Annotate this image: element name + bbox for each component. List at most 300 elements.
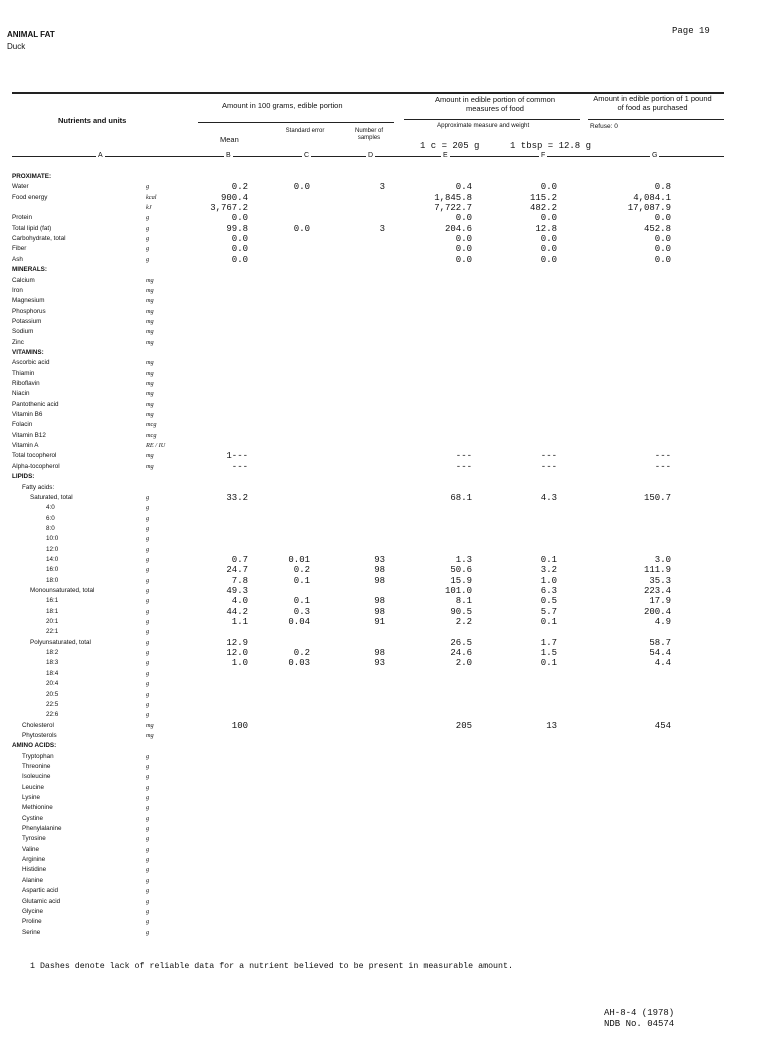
unit-label: g [146,535,150,543]
tbsp-value: --- [540,461,557,472]
nutrient-label: Saturated, total [30,493,73,501]
header-common: Amount in edible portion of common measures of food [434,95,556,113]
unit-label: mg [146,317,154,325]
nutrient-label: Histidine [22,866,47,874]
nutrient-label: Glutamic acid [22,897,61,905]
unit-label: g [146,214,150,222]
mean-value: 0.7 [231,554,248,565]
tbsp-value: 3.2 [540,565,557,576]
unit-label: g [146,514,150,522]
page-title: ANIMAL FAT [7,30,55,39]
table-row [0,669,759,679]
mean-value: 0.0 [231,254,248,265]
pound-value: 4.4 [654,658,671,669]
col-letter-g: G [652,152,658,159]
pound-rule [588,119,724,120]
unit-label: mg [146,400,154,408]
measure-value: 8.1 [455,596,472,607]
table-row [0,431,759,441]
nutrient-label: Leucine [22,783,45,791]
measure-value: 101.0 [444,586,472,596]
stderr-value: 0.0 [293,223,310,234]
unit-label: g [146,576,150,584]
nutrient-label: Arginine [22,856,46,864]
pound-value: 111.9 [643,565,671,576]
table-row [0,648,759,658]
common-rule [404,119,580,120]
table-row [0,907,759,917]
table-row [0,358,759,368]
pound-value: 4,084.1 [633,192,671,203]
nutrient-label: MINERALS: [12,266,47,274]
nutrient-label: 18:4 [46,669,59,677]
table-row [0,286,759,296]
header-amount100: Amount in 100 grams, edible portion [222,101,343,110]
header-pound: Amount in edible portion of 1 pound of food as purchased [593,94,712,112]
measure-value: 205 [455,720,472,731]
unit-label: mg [146,731,154,739]
nutrient-label: 20:5 [46,690,59,698]
mean-value: 0.0 [231,213,248,224]
nutrient-label: 20:4 [46,680,59,688]
unit-label: g [146,555,150,563]
tbsp-value: 5.7 [540,606,557,617]
nutrient-label: Total lipid (fat) [12,224,52,232]
table-row [0,400,759,410]
table-row [0,338,759,348]
pound-value: 454 [654,720,671,731]
unit-label: g [146,628,150,636]
table-row [0,255,759,265]
mean-value: 49.3 [226,586,248,596]
tbsp-value: 1.5 [540,648,557,659]
unit-label: g [146,804,150,812]
unit-label: mg [146,338,154,346]
nutrient-label: Vitamin B12 [12,431,46,439]
header-measure-cup: 1 c = 205 g [420,141,480,151]
table-row [0,762,759,772]
nutrient-label: Threonine [22,762,51,770]
nutrient-label: Aspartic acid [22,887,59,895]
stderr-value: 0.2 [293,565,310,576]
stderr-value: 0.0 [293,182,310,193]
table-row [0,617,759,627]
table-row [0,855,759,865]
nutrient-label: 6:0 [46,514,55,522]
tbsp-value: 0.0 [540,213,557,224]
mean-value: 1.1 [231,617,248,628]
nutrient-label: Phytosterols [22,731,57,739]
col-letter-b: B [226,152,231,159]
unit-label: mg [146,721,154,729]
nutrient-label: Tyrosine [22,835,46,843]
tbsp-value: 0.5 [540,596,557,607]
stderr-value: 0.2 [293,648,310,659]
col-letter-d: D [368,152,374,159]
unit-label: g [146,649,150,657]
nutrient-label: Thiamin [12,369,35,377]
header-refuse: Refuse: 0 [590,123,618,130]
unit-label: g [146,752,150,760]
measure-value: 0.4 [455,182,472,193]
unit-label: g [146,918,150,926]
stderr-value: 0.01 [288,554,310,565]
mean-value: 99.8 [226,223,248,234]
samples-value: 98 [374,565,385,576]
stderr-value: 0.3 [293,606,310,617]
table-row [0,897,759,907]
section-header-row [0,348,759,358]
nutrient-label: Total tocopherol [12,452,57,460]
unit-label: mcg [146,431,157,439]
tbsp-value: 4.3 [540,492,557,503]
nutrient-label: Serine [22,928,41,936]
nutrient-label: Pantothenic acid [12,400,59,408]
table-row [0,420,759,430]
table-row [0,327,759,337]
table-row [0,555,759,565]
table-row [0,917,759,927]
table-row [0,224,759,234]
mean-value: 4.0 [231,596,248,607]
tbsp-value: 6.3 [540,586,557,596]
unit-label: mg [146,286,154,294]
footnote: 1 Dashes denote lack of reliable data for a nutrient believed to be present in measurable amount. [30,962,513,971]
table-row [0,193,759,203]
table-row [0,845,759,855]
nutrient-label: Magnesium [12,297,45,305]
unit-label: g [146,587,150,594]
table-row [0,793,759,803]
samples-value: 98 [374,606,385,617]
measure-value: 0.0 [455,213,472,224]
nutrient-label: Iron [12,286,23,294]
mean-value: 12.9 [226,637,248,648]
samples-value: 93 [374,658,385,669]
table-row [0,658,759,668]
pound-value: --- [654,451,671,462]
nutrient-label: Food energy [12,193,48,201]
header-stderr: Standard error [285,128,325,134]
pound-value: 0.0 [654,254,671,265]
tbsp-value: --- [540,451,557,462]
unit-label: g [146,907,150,915]
unit-label: g [146,255,150,263]
table-row [0,524,759,534]
nutrient-label: Phenylalanine [22,825,62,833]
measure-value: 24.6 [450,648,472,659]
table-row [0,514,759,524]
pound-value: 0.0 [654,234,671,245]
nutrient-label: Monounsaturated, total [30,587,95,594]
measure-value: 1,845.8 [434,192,472,203]
col-letter-e: E [443,152,448,159]
nutrient-label: 20:1 [46,618,59,626]
tbsp-value: 115.2 [529,192,557,203]
table-row [0,928,759,938]
table-row [0,441,759,451]
unit-label: g [146,680,150,688]
unit-label: g [146,773,150,781]
measure-value: 1.3 [455,554,472,565]
samples-value: 98 [374,575,385,586]
nutrient-label: Potassium [12,317,42,325]
nutrient-label: 22:6 [46,711,59,719]
nutrient-label: Alanine [22,876,44,884]
measure-value: 68.1 [450,492,472,503]
tbsp-value: 13 [546,720,557,731]
mean-value: 1--- [226,451,248,462]
nutrient-label: AMINO ACIDS: [12,742,57,750]
col-letter-a: A [98,152,103,159]
mean-value: 24.7 [226,565,248,576]
unit-label: g [146,794,150,801]
nutrient-label: Tryptophan [22,752,54,760]
pound-value: 150.7 [643,492,671,503]
stderr-value: 0.1 [293,596,310,607]
pound-value: 17.9 [649,596,671,607]
unit-label: kcal [146,193,157,201]
mean-value: 0.0 [231,234,248,245]
table-row [0,369,759,379]
unit-label: g [146,638,150,646]
table-row [0,721,759,731]
samples-value: 98 [374,596,385,607]
header-mean: Mean [220,135,239,144]
table-row [0,834,759,844]
table-row [0,503,759,513]
mean-value: 900.4 [220,192,248,203]
unit-label: g [146,835,150,843]
measure-value: 50.6 [450,565,472,576]
table-row [0,772,759,782]
unit-label: g [146,762,150,770]
unit-label: mg [146,380,154,387]
unit-label: g [146,783,150,791]
pound-value: 223.4 [643,586,671,596]
nutrient-label: Fiber [12,245,27,253]
nutrient-label: Protein [12,214,32,222]
footer-ndb: NDB No. 04574 [604,1019,675,1029]
unit-label: g [146,545,150,553]
nutrient-label: Calcium [12,276,35,284]
nutrient-label: Cholesterol [22,721,54,729]
table-row [0,213,759,223]
tbsp-value: 12.8 [535,223,557,234]
pound-value: 0.0 [654,213,671,224]
table-row [0,783,759,793]
unit-label: g [146,711,150,719]
unit-label: mg [146,452,154,460]
unit-label: mg [146,276,154,284]
pound-value: --- [654,461,671,472]
table-row [0,627,759,637]
tbsp-value: 0.0 [540,234,557,245]
mean-value: 0.0 [231,244,248,255]
nutrient-label: Phosphorus [12,307,46,315]
mean-value: 33.2 [226,492,248,503]
nutrient-label: Glycine [22,907,43,915]
tbsp-value: 0.0 [540,244,557,255]
nutrient-label: 22:5 [46,700,59,708]
unit-label: g [146,897,150,905]
table-row [0,182,759,192]
col-letter-c: C [304,152,310,159]
header-measure-tbsp: 1 tbsp = 12.8 g [510,141,592,151]
unit-label: mg [146,297,154,305]
measure-value: 2.2 [455,617,472,628]
measure-value: 26.5 [450,637,472,648]
nutrient-label: PROXIMATE: [12,173,52,180]
nutrient-label: 18:3 [46,659,59,667]
tbsp-value: 0.1 [540,554,557,565]
pound-value: 4.9 [654,617,671,628]
measure-value: 0.0 [455,244,472,255]
table-row [0,483,759,493]
col-letter-f: F [541,152,546,159]
table-row [0,679,759,689]
table-row [0,824,759,834]
nutrient-label: 12:0 [46,545,59,553]
table-row [0,493,759,503]
stderr-value: 0.1 [293,575,310,586]
unit-label: RE / IU [146,442,166,450]
unit-label: g [146,825,150,833]
table-row [0,803,759,813]
measure-value: 90.5 [450,606,472,617]
stderr-value: 0.03 [288,658,310,669]
pound-value: 452.8 [643,223,671,234]
nutrient-label: Carbohydrate, total [12,235,66,243]
nutrient-label: Lysine [22,794,40,801]
unit-label: mg [146,369,154,377]
section-header-row [0,741,759,751]
nutrient-label: Sodium [12,328,34,336]
unit-label: g [146,659,150,667]
table-row [0,545,759,555]
pound-value: 0.0 [654,244,671,255]
samples-value: 91 [374,617,385,628]
nutrient-label: Valine [22,845,40,853]
mean-value: --- [231,461,248,472]
unit-label: g [146,690,150,698]
unit-label: g [146,607,150,615]
table-row [0,203,759,213]
tbsp-value: 0.0 [540,182,557,193]
tbsp-value: 0.1 [540,617,557,628]
header-nutrients: Nutrients and units [58,116,127,125]
pound-value: 200.4 [643,606,671,617]
unit-label: mg [146,411,154,419]
unit-label: g [146,224,150,232]
pound-value: 35.3 [649,575,671,586]
nutrient-label: 10:0 [46,535,59,543]
nutrient-label: Riboflavin [12,380,40,387]
table-row [0,865,759,875]
nutrient-label: Cystine [22,814,43,822]
stderr-value: 0.04 [288,617,310,628]
mean-value: 0.2 [231,182,248,193]
unit-label: g [146,235,150,243]
table-row [0,307,759,317]
measure-value: 0.0 [455,254,472,265]
table-row [0,276,759,286]
table-row [0,565,759,575]
table-row [0,690,759,700]
table-row [0,451,759,461]
unit-label: g [146,504,150,512]
nutrient-label: Folacin [12,421,33,429]
mean-value: 1.0 [231,658,248,669]
table-row [0,379,759,389]
unit-label: g [146,183,150,191]
table-row [0,752,759,762]
mean-value: 100 [231,720,248,731]
pound-value: 17,087.9 [627,203,671,214]
header-approx: Approximate measure and weight [437,122,530,129]
nutrient-label: 22:1 [46,628,59,636]
nutrient-label: Water [12,183,29,191]
section-header-row [0,172,759,182]
unit-label: g [146,876,150,884]
nutrient-label: Vitamin B6 [12,411,43,419]
nutrient-label: 16:0 [46,566,59,574]
tbsp-value: 1.0 [540,575,557,586]
unit-label: g [146,597,150,605]
unit-label: g [146,928,150,936]
unit-label: g [146,856,150,864]
nutrient-label: VITAMINS: [12,348,44,356]
page-number: Page 19 [672,26,710,36]
table-row [0,296,759,306]
pound-value: 3.0 [654,554,671,565]
nutrient-label: Vitamin A [12,442,39,450]
nutrient-label: Fatty acids: [22,483,55,491]
header-samples: Number of samples [354,128,383,141]
table-row [0,886,759,896]
page-subtitle: Duck [7,42,26,51]
table-row [0,576,759,586]
unit-label: g [146,618,150,626]
nutrient-label: Proline [22,918,42,926]
table-row [0,731,759,741]
samples-value: 98 [374,648,385,659]
unit-label: g [146,566,150,574]
table-row [0,876,759,886]
tbsp-value: 0.1 [540,658,557,669]
nutrient-label: Niacin [12,390,30,398]
table-row [0,710,759,720]
unit-label: g [146,245,150,253]
unit-label: g [146,866,150,874]
unit-label: g [146,700,150,708]
mean-value: 12.0 [226,648,248,659]
pound-value: 0.8 [654,182,671,193]
nutrient-label: 18:2 [46,649,59,657]
nutrient-label: 14:0 [46,555,59,563]
amount100-rule [198,122,394,123]
section-header-row [0,472,759,482]
tbsp-value: 0.0 [540,254,557,265]
unit-label: g [146,845,150,853]
samples-value: 3 [379,223,385,234]
unit-label: mg [146,359,154,367]
nutrient-label: 4:0 [46,504,55,512]
measure-value: 15.9 [450,575,472,586]
unit-label: mg [146,328,154,336]
measure-value: 204.6 [444,223,472,234]
table-row [0,234,759,244]
